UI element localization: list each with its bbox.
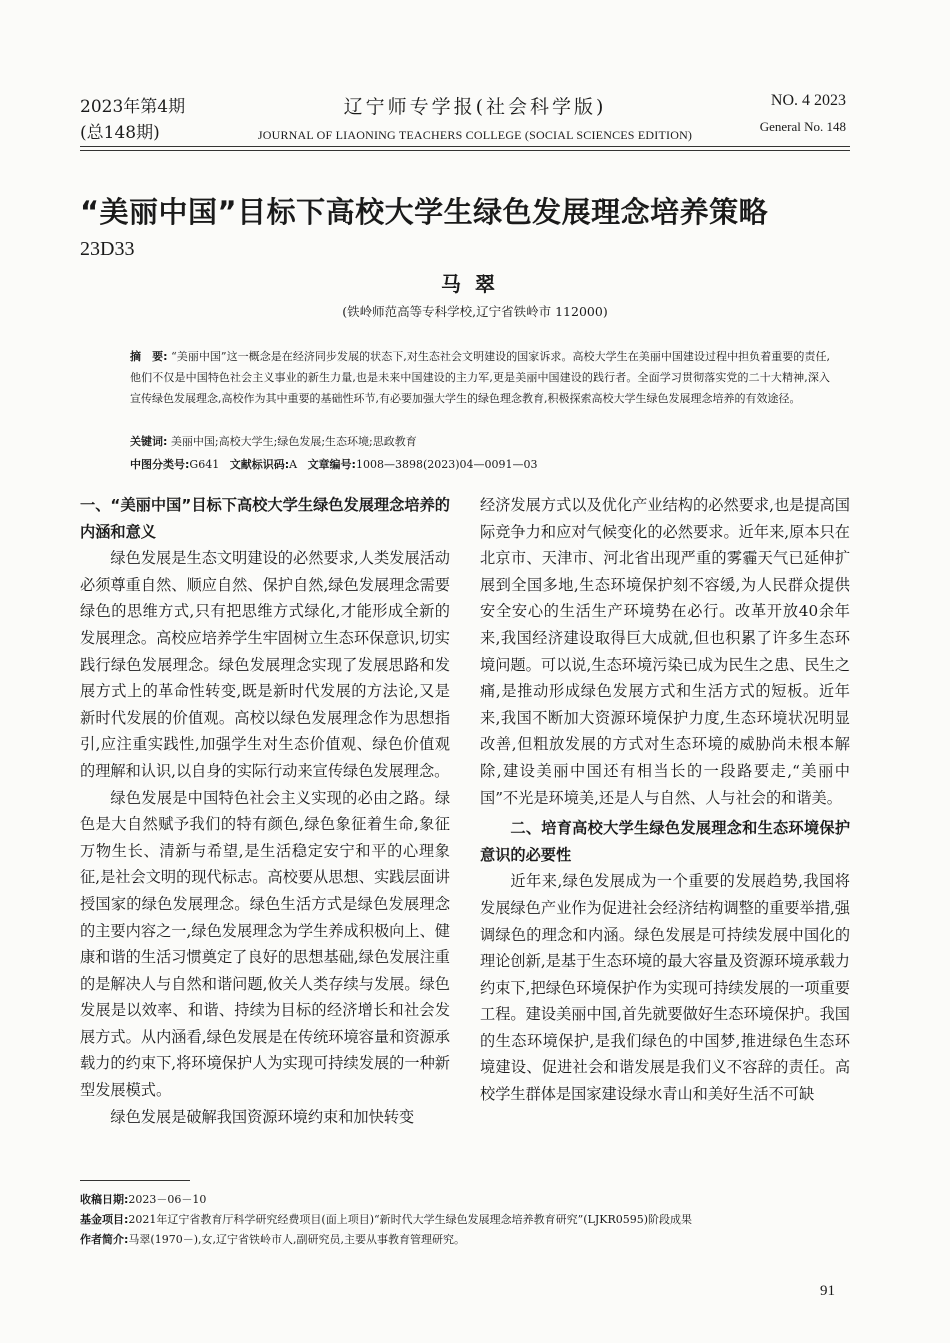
footnote-rule [80,1180,190,1181]
author-bio-text: 马翠(1970－),女,辽宁省铁岭市人,副研究员,主要从事教育管理研究。 [128,1233,465,1246]
paragraph: 绿色发展是中国特色社会主义实现的必由之路。绿色是大自然赋予我们的特有颜色,绿色象征着生命,象征万物生长、清新与希望,是生活稳定安宁和平的心理象征,是社会文明的现代标志。高校要从思想、实践层面讲授国家的绿色发展理念。绿色生活方式是绿色发展理念的主要内容之一,绿色发展理念为学生养成积极向上、健康和谐的生活习惯奠定了良好的思想基础,绿色发展注重的是解决人与自然和谐问题,攸关人类存续与发展。绿色发展是以效率、和谐、持续为目标的经济增长和社会发展方式。从内涵看,绿色发展是在传统环境容量和资源承载力的约束下,将环境保护人为实现可持续发展的一种新型发展模式。 [80,788,450,1100]
keywords-label: 关键词: [130,435,168,448]
abstract [130,346,830,409]
handwritten-code: 23D33 [80,238,135,260]
footnote-author [80,1230,860,1250]
received-label: 收稿日期: [80,1193,129,1206]
doc-code-label: 文献标识码: [229,458,290,471]
clc-value: G641 [189,458,220,471]
author-name: 马翠 [441,272,509,296]
received-date: 2023－06－10 [128,1193,207,1206]
issue-number: 2023年第4期 [80,97,186,117]
author-affiliation: (铁岭师范高等专科学校,辽宁省铁岭市 112000) [342,304,608,319]
author-bio-label: 作者简介: [80,1233,129,1246]
doc-code-value: A [289,458,298,471]
keywords [130,433,830,449]
total-issue: (总148期) [80,123,160,143]
paragraph-continued: 经济发展方式以及优化产业结构的必然要求,也是提高国际竞争力和应对气候变化的必然要求。近年来,原本只在北京市、天津市、河北省出现严重的雾霾天气已延伸扩展到全国多地,生态环境保护刻不容缓,为人民群众提供安全安心的生活生产环境势在必行。改革开放40余年来,我国经济建设取得巨大成就,但也积累了许多生态环境问题。可以说,生态环境污染已成为民生之患、民生之痛,是推动形成绿色发展方式和生活方式的短板。近年来,我国不断加大资源环境保护力度,生态环境状况明显改善,但粗放发展的方式对生态环境的威胁尚未根本解除,建设美丽中国还有相当长的一段路要走,“美丽中国”不光是环境美,还是人与自然、人与社会的和谐美。 [480,496,850,807]
header-rule-thin [80,150,850,151]
body-column-left [80,492,450,1130]
issue-no-en: NO. 4 2023 [770,92,846,109]
page-number: 91 [820,1283,835,1299]
paragraph: 近年来,绿色发展成为一个重要的发展趋势,我国将发展绿色产业作为促进社会经济结构调整的重要举措,强调绿色的理念和内涵。绿色发展是可持续发展中国化的理论创新,是基于生态环境的最大容量及资源环境承载力约束下,把绿色环境保护作为实现可持续发展的一项重要工程。建设美丽中国,首先就要做好生态环境保护。我国的生态环境保护,是我们绿色的中国梦,推进绿色生态环境建设、促进社会和谐发展是我们义不容辞的责任。高校学生群体是国家建设绿水青山和美好生活不可缺 [480,872,850,1104]
classification-line [130,456,830,472]
issue-info-en [760,92,846,135]
abstract-text: “美丽中国”这一概念是在经济同步发展的状态下,对生态社会文明建设的国家诉求。高校大学生在美丽中国建设过程中担负着重要的责任,他们不仅是中国特色社会主义事业的新生力量,也是未来中国建设的主力军,更是美丽中国建设的践行者。全面学习贯彻落实党的二十大精神,深入宣传绿色发展理念,高校作为其中重要的基础性环节,有必要加强大学生的绿色理念教育,积极探索高校大学生绿色发展理念培养的有效途径。 [130,350,830,405]
body-column-right [480,492,850,1108]
section-1-heading: 一、“美丽中国”目标下高校大学生绿色发展理念培养的内涵和意义 [80,496,450,541]
footnote-fund [80,1210,860,1230]
section-2-heading: 二、培育高校大学生绿色发展理念和生态环境保护意识的必要性 [480,819,850,864]
paragraph: 绿色发展是破解我国资源环境约束和加快转变 [110,1107,415,1126]
fund-text: 2021年辽宁省教育厅科学研究经费项目(面上项目)“新时代大学生绿色发展理念培养教育研究”(LJKR0595)阶段成果 [128,1213,693,1226]
fund-label: 基金项目: [80,1213,129,1226]
article-title: “美丽中国”目标下高校大学生绿色发展理念培养策略 [80,195,769,229]
article-no-label: 文章编号: [307,458,356,471]
issue-info [80,94,185,146]
journal-name-en: JOURNAL OF LIAONING TEACHERS COLLEGE (SOCIAL SCIENCES EDITION) [257,128,693,142]
abstract-label: 摘 要: [130,350,168,363]
clc-label: 中图分类号: [130,458,190,471]
paragraph: 绿色发展是生态文明建设的必然要求,人类发展活动必须尊重自然、顺应自然、保护自然,绿色发展理念需要绿色的思维方式,只有把思维方式绿化,才能形成全新的发展理念。高校应培养学生牢固树立生态环保意识,切实践行绿色发展理念。绿色发展理念实现了发展思路和发展方式上的革命性转变,既是新时代发展的方法论,又是新时代发展的价值观。高校以绿色发展理念作为思想指引,应注重实践性,加强学生对生态价值观、绿色价值观的理解和认识,以自身的实际行动来宣传绿色发展理念。 [80,549,450,780]
general-no: General No. 148 [759,119,846,134]
article-no-value: 1008—3898(2023)04—0091—03 [355,458,538,471]
journal-name [200,92,750,143]
keywords-text: 美丽中国;高校大学生;绿色发展;生态环境;思政教育 [170,435,417,448]
footnote-received [80,1190,860,1210]
journal-name-cn: 辽宁师专学报(社会科学版) [343,96,607,118]
header-rule [80,146,850,147]
